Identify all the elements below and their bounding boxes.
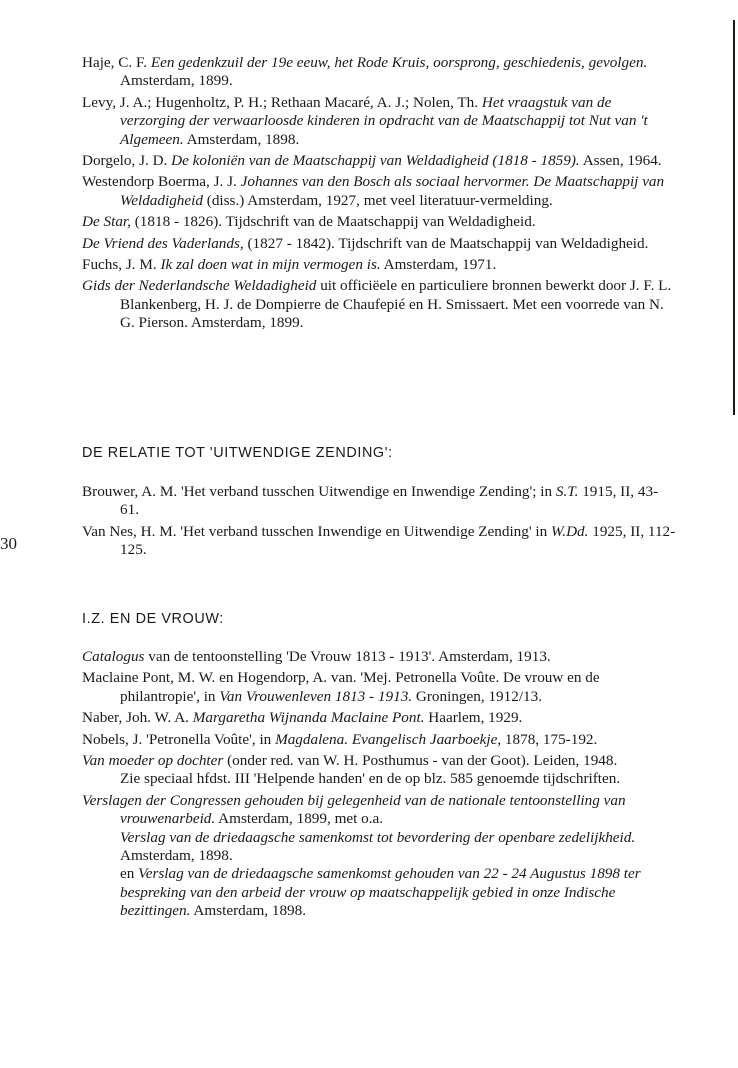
bibliography-section-uitwendige-zending bbox=[82, 483, 676, 563]
entry-note: Zie speciaal hfdst. III 'Helpende handen' en de op blz. 585 genoemde tijdschriften. bbox=[120, 770, 621, 788]
bibliography-entry: Verslagen der Congressen gehouden bij gelegenheid van de nationale tentoonstelling van vrouwenarbeid. Amsterdam, 1899, met o.a. Verslag van de driedaagsche samenkomst tot bevordering der openbare zedelijkheid. Amsterdam, 1898. en Verslag van de driedaagsche samenkomst gehouden van 22 - 24 Augustus 1898 ter bespreking van den arbeid der vrouw op maatschappelijk gebied in onze Indische bezittingen. Amsterdam, 1898. bbox=[82, 792, 676, 921]
bibliography-entry: Haje, C. F. Een gedenkzuil der 19e eeuw, het Rode Kruis, oorsprong, geschiedenis, gevolgen. Amsterdam, 1899. bbox=[82, 54, 648, 90]
bibliography-entry: De Vriend des Vaderlands, (1827 - 1842). Tijdschrift van de Maatschappij van Weldadigheid. bbox=[82, 234, 649, 252]
bibliography-entry: Nobels, J. 'Petronella Voûte', in Magdalena. Evangelisch Jaarboekje, 1878, 175-192. bbox=[82, 730, 598, 748]
margin-rule bbox=[733, 20, 735, 415]
entry-subitem: Verslag van de driedaagsche samenkomst tot bevordering der openbare zedelijkheid. Amsterdam, 1898. bbox=[120, 828, 636, 865]
bibliography-entry: Van Nes, H. M. 'Het verband tusschen Inwendige en Uitwendige Zending' in W.Dd. 1925, II, 112-125. bbox=[82, 522, 676, 559]
bibliography-entry: De Star, (1818 - 1826). Tijdschrift van de Maatschappij van Weldadigheid. bbox=[82, 213, 536, 231]
bibliography-entry: Westendorp Boerma, J. J. Johannes van den Bosch als sociaal hervormer. De Maatschappij van Weldadigheid (diss.) Amsterdam, 1927, met veel literatuur-vermelding. bbox=[82, 173, 665, 209]
bibliography-entry: Fuchs, J. M. Ik zal doen wat in mijn vermogen is. Amsterdam, 1971. bbox=[82, 256, 497, 274]
page-number: 30 bbox=[0, 534, 17, 553]
bibliography-entry: Dorgelo, J. D. De koloniën van de Maatschappij van Weldadigheid (1818 - 1859). Assen, 1964. bbox=[82, 152, 662, 170]
entry-subitem: en Verslag van de driedaagsche samenkomst gehouden van 22 - 24 Augustus 1898 ter bespreking van den arbeid der vrouw op maatschappelijk gebied in onze Indische bezittingen. Amsterdam, 1898. bbox=[120, 865, 641, 920]
bibliography-section-weldadigheid bbox=[82, 54, 676, 336]
bibliography-entry: Levy, J. A.; Hugenholtz, P. H.; Rethaan Macaré, A. J.; Nolen, Th. Het vraagstuk van de verzorging der verwaarloosde kinderen in opdracht van de Maatschappij tot Nut van 't Algemeen. Amsterdam, 1898. bbox=[82, 93, 648, 148]
bibliography-entry: Naber, Joh. W. A. Margaretha Wijnanda Maclaine Pont. Haarlem, 1929. bbox=[82, 709, 523, 727]
bibliography-entry: Brouwer, A. M. 'Het verband tusschen Uitwendige en Inwendige Zending'; in S.T. 1915, II, 43-61. bbox=[82, 483, 659, 519]
bibliography-entry: Maclaine Pont, M. W. en Hogendorp, A. van. 'Mej. Petronella Voûte. De vrouw en de philantropie', in Van Vrouwenleven 1813 - 1913. Groningen, 1912/13. bbox=[82, 669, 600, 705]
bibliography-entry: Catalogus van de tentoonstelling 'De Vrouw 1813 - 1913'. Amsterdam, 1913. bbox=[82, 648, 551, 665]
bibliography-entry: Van moeder op dochter (onder red. van W. H. Posthumus - van der Goot). Leiden, 1948. Zie speciaal hfdst. III 'Helpende handen' en de op blz. 585 genoemde tijdschriften. bbox=[82, 752, 676, 789]
section-heading-uitwendige-zending: DE RELATIE TOT 'UITWENDIGE ZENDING': bbox=[82, 445, 393, 461]
section-heading-iz-en-de-vrouw: I.Z. EN DE VROUW: bbox=[82, 611, 224, 627]
bibliography-entry: Gids der Nederlandsche Weldadigheid uit officiëele en particuliere bronnen bewerkt door J. F. L. Blankenberg, H. J. de Dompierre de Chaufepié en H. Smissaert. Met een voorrede van N. G. Pierson. Amsterdam, 1899. bbox=[82, 277, 672, 332]
bibliography-section-vrouw bbox=[82, 648, 676, 924]
